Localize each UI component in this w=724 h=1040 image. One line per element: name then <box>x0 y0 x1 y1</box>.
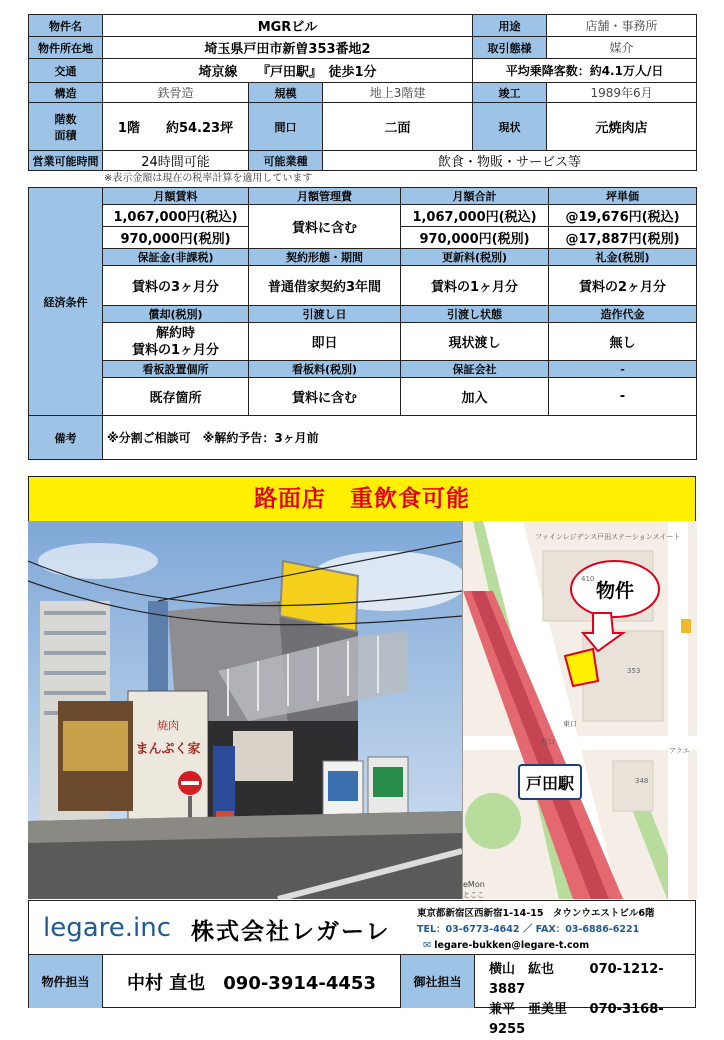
handover-date: 即日 <box>249 323 401 361</box>
status-label: 現状 <box>473 103 547 151</box>
company-email-line <box>417 938 655 954</box>
total-excl: 970,000円(税別) <box>401 227 549 249</box>
renewal: 賃料の1ヶ月分 <box>401 266 549 306</box>
company-address: 東京都新宿区西新宿1-14-15 タウンウエストビル6階 <box>417 908 655 919</box>
property-business: 飲食・物販・サービス等 <box>323 151 697 171</box>
floor-area-label <box>29 103 103 151</box>
property-structure: 鉄骨造 <box>103 83 249 103</box>
agent-label: 物件担当 <box>29 955 103 1008</box>
remarks-table <box>28 415 697 460</box>
storefront-photo <box>28 521 462 899</box>
econ-header-tsubo: 坪単価 <box>549 188 697 205</box>
map-ai-label: とここ <box>463 891 484 899</box>
property-scale: 地上3階建 <box>323 83 473 103</box>
property-passengers: 平均乗降客数：約4.1万人/日 <box>473 59 697 83</box>
property-sheet <box>28 14 696 460</box>
handover-state: 現状渡し <box>401 323 549 361</box>
econ-header-handover-state: 引渡し状態 <box>401 306 549 323</box>
property-frontage: 二面 <box>323 103 473 151</box>
company-email[interactable]: legare-bukken@legare-t.com <box>434 940 590 951</box>
company-name: 株式会社レガーレ <box>191 919 391 945</box>
amortization-line1: 解約時 <box>155 325 195 341</box>
econ-header-fixtures: 造作代金 <box>549 306 697 323</box>
hours-label: 営業可能時間 <box>29 151 103 171</box>
econ-header-mgmt: 月額管理費 <box>249 188 401 205</box>
use-label: 用途 <box>473 15 547 37</box>
company-logo: legare.inc <box>43 913 172 943</box>
property-use: 店舗・事務所 <box>547 15 697 37</box>
econ-header-keymoney: 礼金(税別) <box>549 249 697 266</box>
sign-location: 既存箇所 <box>103 378 249 416</box>
sign-fee: 賃料に含む <box>249 378 401 416</box>
name-label: 物件名 <box>29 15 103 37</box>
key-money: 賃料の2ヶ月分 <box>549 266 697 306</box>
frontage-label: 間口 <box>249 103 323 151</box>
transit-label: 交通 <box>29 59 103 83</box>
econ-header-total: 月額合計 <box>401 188 549 205</box>
tax-note: ※表示金額は現在の税率計算を適用しています <box>104 173 313 184</box>
property-status: 元焼肉店 <box>547 103 697 151</box>
agent-contact: 中村 直也 090-3914-4453 <box>103 955 401 1008</box>
property-summary-table <box>28 14 697 171</box>
map-348-label: 348 <box>635 777 649 785</box>
dash-value: - <box>549 378 697 416</box>
property-built: 1989年6月 <box>547 83 697 103</box>
econ-header-dash: - <box>549 361 697 378</box>
total-incl: 1,067,000円(税込) <box>401 205 549 227</box>
deal-label: 取引態様 <box>473 37 547 59</box>
map-residence-label: ファインレジデンス戸田ステーションスイート <box>535 533 681 541</box>
map-poi-marker <box>681 619 691 633</box>
floor-label: 階数 <box>54 112 77 126</box>
map-410-label: 410 <box>581 575 595 583</box>
econ-header-guarantor: 保証会社 <box>401 361 549 378</box>
built-label: 竣工 <box>473 83 547 103</box>
address-label: 物件所在地 <box>29 37 103 59</box>
client2-name: 兼平 亜美里 <box>489 1002 568 1017</box>
property-deal: 媒介 <box>547 37 697 59</box>
property-floor-area: 1階 約54.23坪 <box>103 103 249 151</box>
mail-icon: ✉ <box>423 940 431 951</box>
client1-tel: 070-1212-3887 <box>489 962 664 997</box>
company-tel-fax: TEL：03-6773-4642 ／ FAX：03-6886-6221 <box>417 924 640 935</box>
tsubo-excl: @17,887円(税別) <box>549 227 697 249</box>
amortization-line2: 賃料の1ヶ月分 <box>131 342 220 358</box>
econ-header-handover-date: 引渡し日 <box>249 306 401 323</box>
mgmt-fee: 賃料に含む <box>249 205 401 249</box>
amortization <box>103 323 249 361</box>
econ-header-sign: 看板設置個所 <box>103 361 249 378</box>
remarks-label: 備考 <box>29 416 103 460</box>
econ-header-deposit: 保証金(非課税) <box>103 249 249 266</box>
econ-header-rent: 月額賃料 <box>103 188 249 205</box>
map-west-exit: 西口 <box>541 738 555 746</box>
econ-header-amort: 償却(税別) <box>103 306 249 323</box>
headline-banner: 路面店 重飲食可能 <box>28 476 696 522</box>
econ-header-sign-fee: 看板料(税別) <box>249 361 401 378</box>
guarantor: 加入 <box>401 378 549 416</box>
client-contact-1 <box>489 960 697 1000</box>
client2-tel: 070-3168-9255 <box>489 1002 664 1037</box>
sign-name-text: まんぷく家 <box>135 742 201 757</box>
econ-section-label: 経済条件 <box>29 188 103 416</box>
location-map <box>462 521 697 899</box>
property-name: MGRビル <box>103 15 473 37</box>
fixtures-fee: 無し <box>549 323 697 361</box>
footer <box>28 900 696 1037</box>
business-label: 可能業種 <box>249 151 323 171</box>
economic-terms-table <box>28 187 697 416</box>
storefront-illustration <box>28 521 462 899</box>
map-demon-label: eMon <box>463 880 485 889</box>
property-hours: 24時間可能 <box>103 151 249 171</box>
client-label: 御社担当 <box>401 955 475 1008</box>
footer-company-row <box>28 900 696 955</box>
area-label: 面積 <box>54 128 77 142</box>
company-address-block <box>417 906 655 954</box>
property-address: 埼玉県戸田市新曽353番地2 <box>103 37 473 59</box>
map-station-label: 戸田駅 <box>525 774 575 793</box>
map-acute-label: アクエ <box>669 747 690 755</box>
remarks-text: ※分割ご相談可 ※解約予告：3ヶ月前 <box>103 416 697 460</box>
map-east-exit: 東口 <box>563 720 577 728</box>
rent-excl: 970,000円(税別) <box>103 227 249 249</box>
contract: 普通借家契約3年間 <box>249 266 401 306</box>
scale-label: 規模 <box>249 83 323 103</box>
client1-name: 横山 紘也 <box>489 962 555 977</box>
footer-contact-row <box>28 955 696 1037</box>
property-transit: 埼京線 『戸田駅』 徒歩1分 <box>103 59 473 83</box>
rent-incl: 1,067,000円(税込) <box>103 205 249 227</box>
map-353-label: 353 <box>627 667 641 675</box>
map-illustration <box>463 521 697 899</box>
sign-main-text: 焼肉 <box>157 719 179 732</box>
client-contacts <box>475 955 697 1037</box>
client-contact-2 <box>489 1000 697 1040</box>
structure-label: 構造 <box>29 83 103 103</box>
map-property-label: 物件 <box>595 580 635 602</box>
econ-header-contract: 契約形態・期間 <box>249 249 401 266</box>
tsubo-incl: @19,676円(税込) <box>549 205 697 227</box>
deposit: 賃料の3ヶ月分 <box>103 266 249 306</box>
econ-header-renewal: 更新料(税別) <box>401 249 549 266</box>
